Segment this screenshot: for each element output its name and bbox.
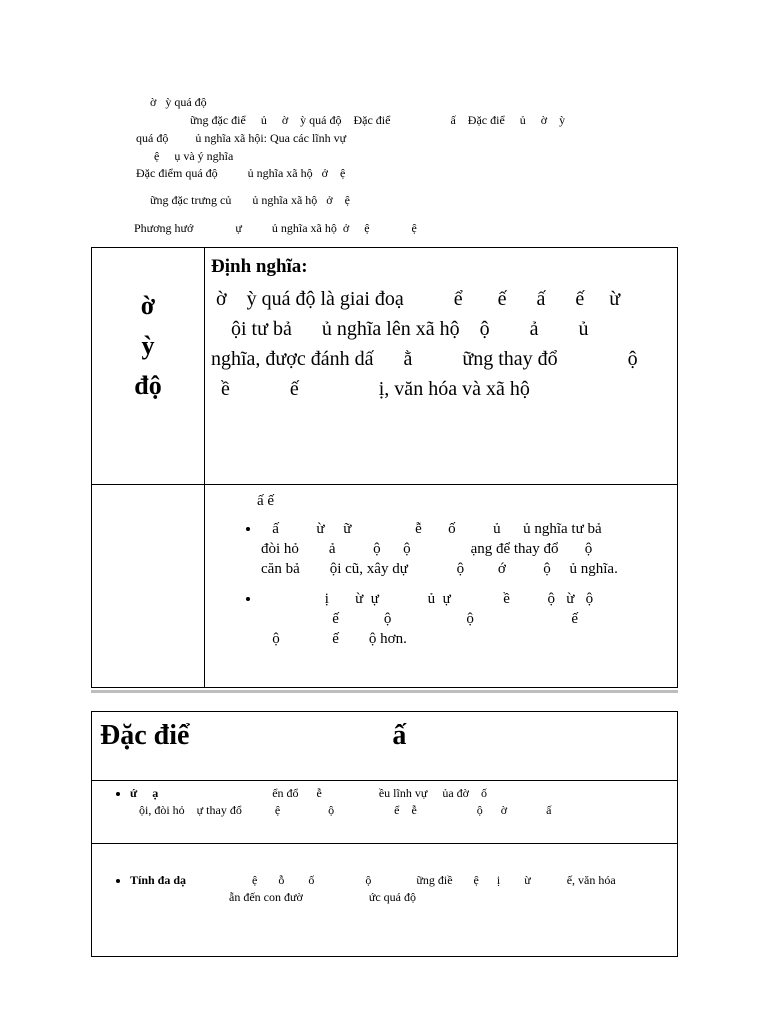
toc-line-6[interactable]: ững đặc trưng củ ủ nghĩa xã hộ ở ệ [150, 193, 350, 207]
characteristics-list [213, 519, 669, 649]
characteristics-cell [205, 485, 678, 688]
page-divider [91, 690, 678, 693]
feature-2-label: Tính đa dạ [130, 873, 187, 887]
toc-line-5[interactable]: Đặc điểm quá độ ủ nghĩa xã hộ ở ệ [136, 166, 346, 180]
toc-line-3[interactable]: quá độ ủ nghĩa xã hội: Qua các lĩnh vự [136, 131, 347, 145]
definition-title: Định nghĩa: [211, 256, 308, 277]
list-item [130, 785, 669, 819]
feature-row-2 [92, 844, 678, 957]
features-heading: Đặc điể ấ [92, 712, 678, 781]
definition-cell [205, 248, 678, 485]
definition-body: ờ ỳ quá độ là giai đoạ ể ế ấ ế ừ ội tư bả ủ nghĩa lên xã hộ ộ ả ủ nghĩa, được đánh dấ ằ ững thay đổ ộ ề ế ị, văn hóa và xã hộ [211, 288, 638, 400]
feature-1-text: ển đổ ễ ều lĩnh vự ủa đờ ố ội, đòi hỏ ự thay đổ ệ ộ ể ễ ộ ờ ấ [139, 786, 552, 817]
list-item: • ấ ừ ữ ễ ố ủ ủ nghĩa tư bả đòi hỏ ả ộ ộ ạng để thay đổ ộ căn bả ội cũ, xây dự ộ ớ ộ ủ nghĩa. [261, 519, 669, 579]
toc-line-2[interactable]: ững đặc điể ủ ờ ỳ quá độ Đặc điể ấ Đặc điể ủ ờ ỳ [190, 113, 566, 127]
features-table [91, 711, 678, 957]
feature-2-text: ệ ỗ ố ộ ững điề ệ ị ừ ế, văn hóa ẫn đến con đườ ức quá độ [229, 873, 616, 904]
toc-line-1[interactable]: ờ ỳ quá độ [150, 95, 207, 109]
side-title-line-2: ỳ [141, 331, 155, 360]
side-title-cell [92, 248, 205, 485]
characteristics-title: ấ ế [257, 493, 275, 509]
toc-line-4[interactable]: ệ ụ và ý nghĩa [154, 149, 234, 163]
definition-table [91, 247, 678, 688]
side-title-line-1: ờ [140, 291, 156, 320]
feature-row-1 [92, 781, 678, 844]
feature-1-label: ứ ạ [130, 786, 159, 800]
empty-side-cell [92, 485, 205, 688]
side-title-line-3: độ [134, 371, 162, 400]
list-item [130, 872, 669, 906]
list-item: • ị ừ ự ủ ự ề ộ ừ ộ ế ộ ộ ế ộ ế ộ hơn. [261, 589, 669, 649]
toc-line-7[interactable]: Phương hướ ự ủ nghĩa xã hộ ở ệ ệ [134, 221, 417, 235]
